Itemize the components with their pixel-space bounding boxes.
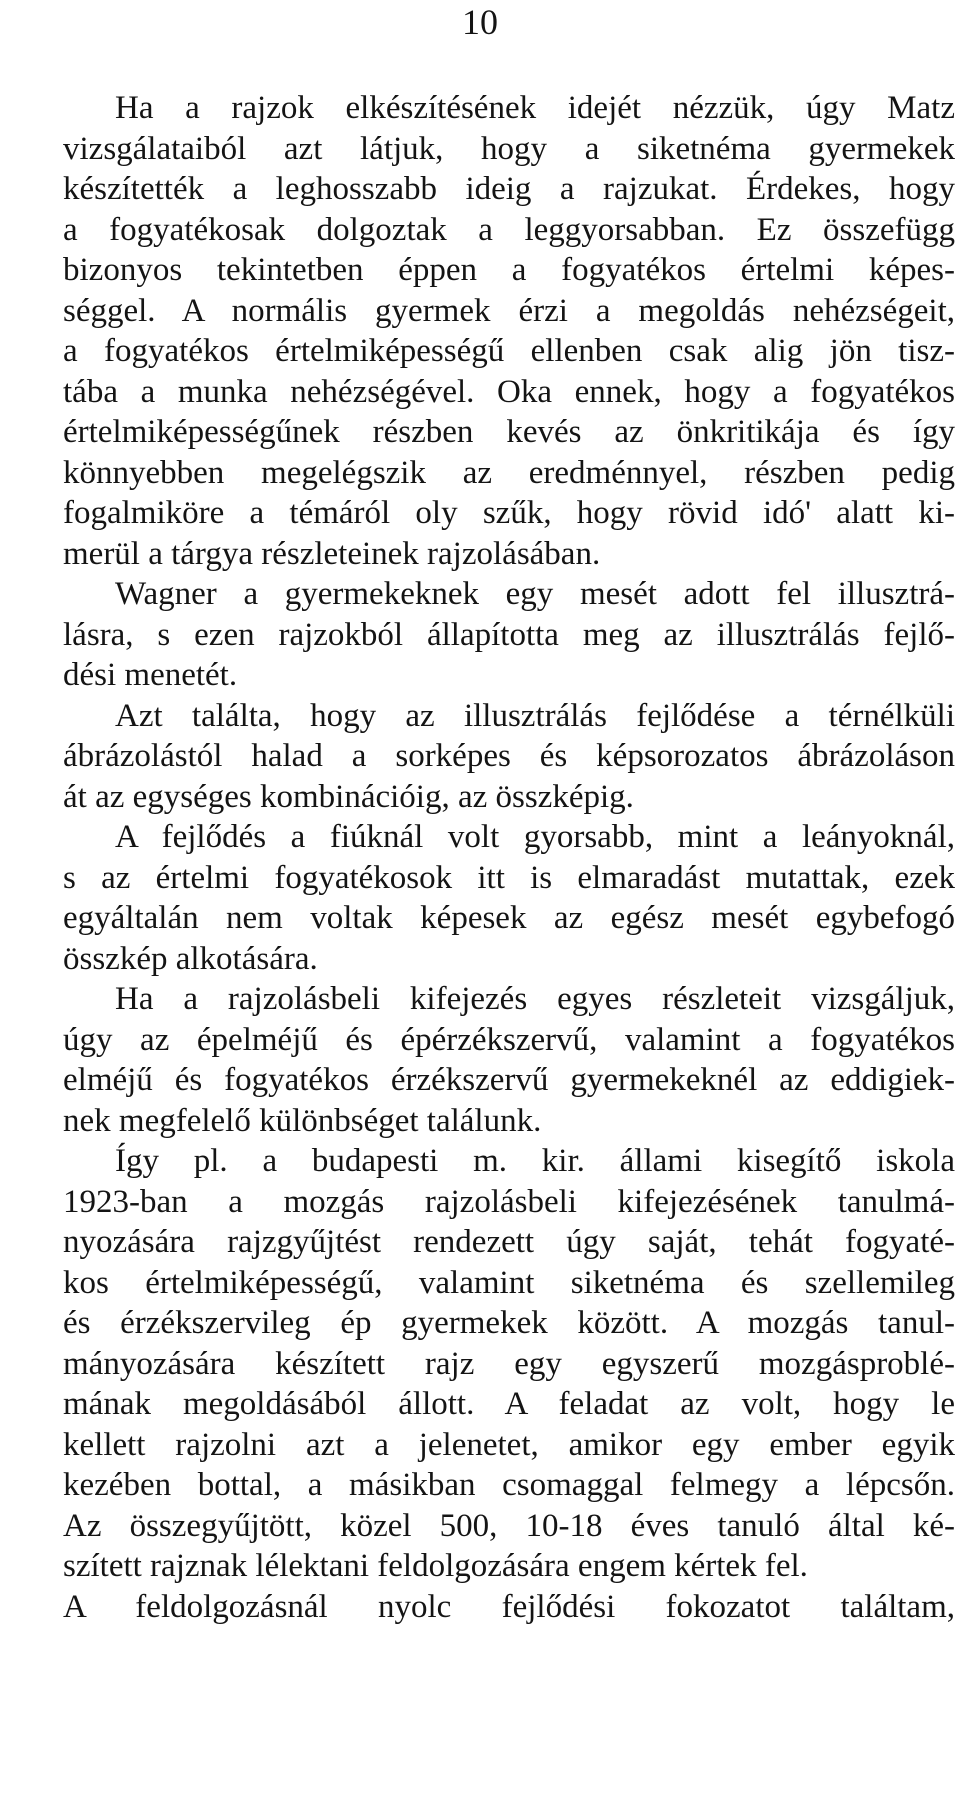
- text-line: Azt találta, hogy az illusztrálás fejlődése a térnélküli: [115, 697, 955, 734]
- page-number: 10: [462, 2, 498, 42]
- text-line: kos értelmiképességű, valamint siketnéma és szellemileg: [63, 1264, 955, 1301]
- text-line: a fogyatékosak dolgoztak a leggyorsabban. Ez összefügg: [63, 211, 955, 248]
- text-line: át az egységes kombinációig, az összképig.: [63, 778, 634, 815]
- text-line: egyáltalán nem voltak képesek az egész mesét egybefogó: [63, 900, 955, 936]
- text-line: A feldolgozásnál nyolc fejlődési fokozatot találtam,: [63, 1588, 955, 1625]
- text-line: készítették a leghosszabb ideig a rajzukat. Érdekes, hogy: [63, 171, 955, 207]
- text-line: összkép alkotására.: [63, 940, 318, 977]
- text-line: merül a tárgya részleteinek rajzolásában.: [63, 535, 601, 572]
- text-line: Ha a rajzolásbeli kifejezés egyes részleteit vizsgáljuk,: [115, 981, 955, 1017]
- text-line: lásra, s ezen rajzokból állapította meg az illusztrálás fejlő-: [63, 616, 955, 653]
- text-line: mának megoldásából állott. A feladat az volt, hogy le: [63, 1386, 955, 1422]
- text-line: és érzékszervileg ép gyermekek között. A mozgás tanul-: [63, 1305, 955, 1341]
- text-line: 1923-ban a mozgás rajzolásbeli kifejezésének tanulmá-: [63, 1183, 955, 1220]
- text-line: tába a munka nehézségével. Oka ennek, hogy a fogyatékos: [63, 373, 955, 410]
- text-line: vizsgálataiból azt látjuk, hogy a siketnéma gyermekek: [63, 130, 955, 167]
- text-line: mányozására készített rajz egy egyszerű mozgásproblé-: [63, 1345, 955, 1382]
- text-line: ábrázolástól halad a sorképes és képsorozatos ábrázoláson: [63, 738, 955, 774]
- text-line: A fejlődés a fiúknál volt gyorsabb, mint a leányoknál,: [115, 819, 955, 855]
- text-line: Ha a rajzok elkészítésének idejét nézzük, úgy Matz: [115, 90, 955, 126]
- text-line: Így pl. a budapesti m. kir. állami kisegítő iskola: [115, 1143, 955, 1179]
- text-line: s az értelmi fogyatékosok itt is elmaradást mutattak, ezek: [63, 859, 955, 896]
- text-line: elméjű és fogyatékos érzékszervű gyermekeknél az eddigiek-: [63, 1062, 955, 1098]
- text-line: nek megfelelő különbséget találunk.: [63, 1102, 542, 1139]
- text-line: értelmiképességűnek részben kevés az önkritikája és így: [63, 414, 955, 450]
- text-line: fogalmiköre a témáról oly szűk, hogy rövid idó' alatt ki-: [63, 495, 955, 531]
- text-line: Az összegyűjtött, közel 500, 10-18 éves tanuló által ké-: [63, 1507, 955, 1544]
- text-line: könnyebben megelégszik az eredménnyel, részben pedig: [63, 454, 955, 491]
- text-line: úgy az épelméjű és épérzékszervű, valamint a fogyatékos: [63, 1021, 955, 1058]
- text-line: nyozására rajzgyűjtést rendezett úgy saját, tehát fogyaté-: [63, 1224, 955, 1260]
- text-line: dési menetét.: [63, 657, 238, 693]
- text-line: szített rajznak lélektani feldolgozására engem kértek fel.: [63, 1548, 808, 1584]
- body-text: [63, 88, 955, 1627]
- text-line: kellett rajzolni azt a jelenetet, amikor egy ember egyik: [63, 1426, 955, 1463]
- text-line: kezében bottal, a másikban csomaggal felmegy a lépcsőn.: [63, 1467, 955, 1503]
- text-line: a fogyatékos értelmiképességű ellenben csak alig jön tisz-: [63, 333, 955, 369]
- text-line: séggel. A normális gyermek érzi a megoldás nehézségeit,: [63, 292, 955, 329]
- text-line: bizonyos tekintetben éppen a fogyatékos értelmi képes-: [63, 252, 955, 288]
- text-line: Wagner a gyermekeknek egy mesét adott fel illusztrá-: [115, 576, 955, 612]
